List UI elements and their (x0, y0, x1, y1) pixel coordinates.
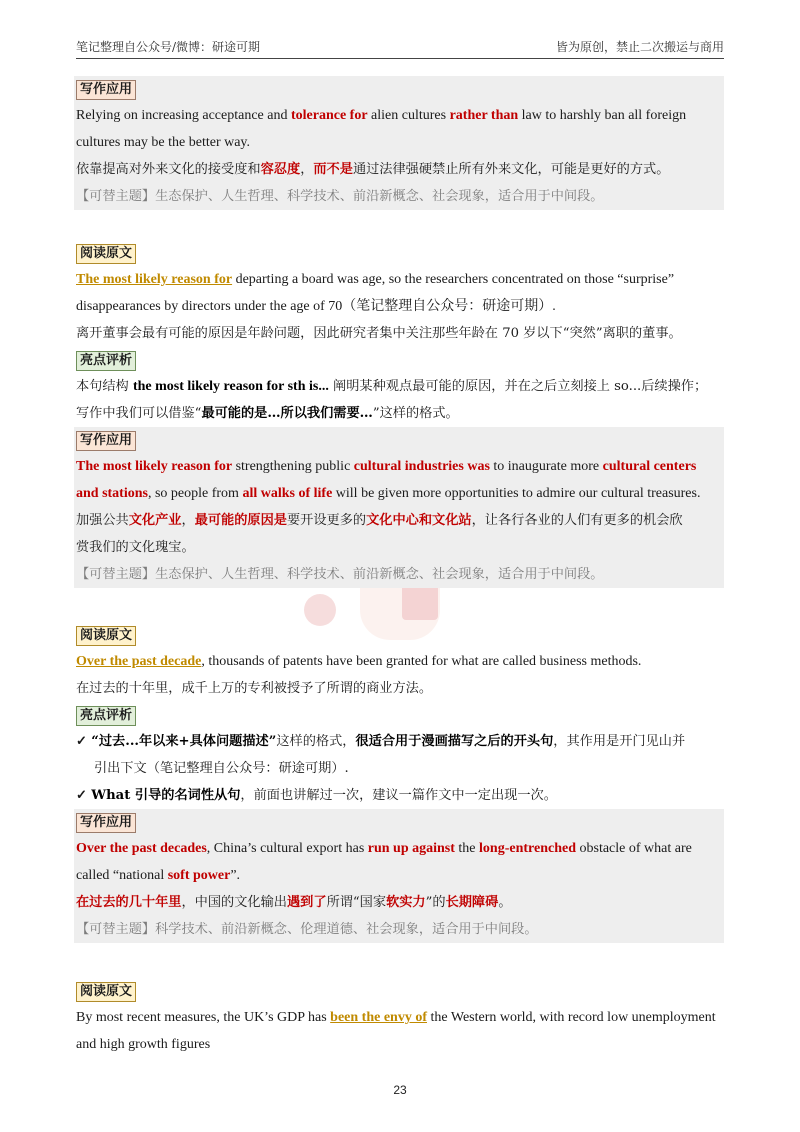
structure: What 引导的名词性从句 (91, 788, 241, 803)
key-phrase: rather than (449, 108, 519, 123)
highlight-point-2 (76, 782, 724, 809)
read-en-line-2: disappearances by directors under the age of 70（笔记整理自公众号：研途可期）. (76, 299, 556, 314)
write-en-line-2: cultures may be the better way. (76, 135, 251, 150)
write-box (74, 76, 724, 210)
alt-text: 生态保护、人生哲理、科学技术、前沿新概念、社会现象，适合用于中间段。 (155, 567, 604, 582)
read-zh-line: 在过去的十年里，成千上万的专利被授予了所谓的商业方法。 (76, 681, 433, 696)
text: 依靠提高对外来文化的接受度和 (76, 162, 261, 177)
text: ”. (230, 868, 241, 883)
text: the (454, 841, 480, 856)
key-phrase: run up against (367, 841, 455, 856)
text: , so people from (147, 486, 243, 501)
write-zh-line-1 (76, 507, 724, 534)
alt-topics (76, 916, 724, 943)
write-en-line-1 (76, 835, 724, 862)
key-phrase: The most likely reason for (76, 459, 233, 474)
text: , China’s cultural export has (206, 841, 368, 856)
text: obstacle of what are (576, 841, 692, 856)
text: 所谓“国家 (326, 895, 387, 910)
write-zh-line (76, 889, 724, 916)
text: the Western world, with record low unemployment (427, 1010, 716, 1025)
text: By most recent measures, the UK’s GDP has (76, 1010, 331, 1025)
write-en-line-1 (76, 453, 724, 480)
text: ，中国的文化输出 (181, 895, 287, 910)
highlight-line-1 (76, 373, 724, 400)
alt-prefix: 【可替主题】 (76, 189, 156, 204)
text: 本句结构 (76, 379, 133, 394)
key-phrase: and stations (76, 486, 148, 501)
key-phrase: 文化产业 (128, 513, 182, 528)
read-en-line-1 (76, 1004, 724, 1031)
label-read: 阅读原文 (76, 626, 136, 646)
structure: the most likely reason for sth is... (132, 379, 329, 394)
key-phrase: Over the past decades (76, 841, 207, 856)
label-write: 写作应用 (76, 431, 136, 451)
text: , thousands of patents have been granted for what are called business methods. (201, 654, 642, 669)
structure: “过去...年以来+具体问题描述” (91, 734, 277, 749)
text: will be given more opportunities to admire our cultural treasures. (332, 486, 701, 501)
section-block-2 (76, 240, 724, 588)
key-phrase: soft power (167, 868, 231, 883)
text: ，其作用是开门见山并 (553, 734, 686, 749)
check-icon: ✓ (76, 734, 88, 749)
write-box (74, 809, 724, 943)
check-icon: ✓ (76, 788, 88, 803)
highlight-point-1 (76, 728, 724, 755)
key-phrase: cultural industries was (353, 459, 490, 474)
write-zh-line-2: 赏我们的文化瑰宝。 (76, 540, 195, 555)
write-box (74, 427, 724, 588)
text: to inaugurate more (489, 459, 603, 474)
text: 阐明某种观点最可能的原因，并在之后立刻接上 so...后续操作； (328, 379, 708, 394)
alt-text: 科学技术、前沿新概念、伦理道德、社会现象，适合用于中间段。 (155, 922, 538, 937)
key-phrase: 文化中心和文化站 (366, 513, 472, 528)
header-left: 笔记整理自公众号/微博：研途可期 (76, 40, 261, 54)
text: called “national (76, 868, 168, 883)
text: 写作中我们可以借鉴“ (76, 406, 202, 421)
header-divider (76, 58, 724, 59)
alt-topics (76, 183, 724, 210)
key-phrase: all walks of life (242, 486, 333, 501)
read-en-line-2: and high growth figures (76, 1037, 211, 1052)
text: ，让各行各业的人们有更多的机会欣 (471, 513, 683, 528)
read-zh-line: 离开董事会最有可能的原因是年龄问题，因此研究者集中关注那些年龄在 70 岁以下“突然”离职的董事。 (76, 326, 682, 341)
key-phrase: 遇到了 (287, 895, 327, 910)
label-highlight: 亮点评析 (76, 351, 136, 371)
text: 加强公共 (76, 513, 129, 528)
key-phrase: The most likely reason for (76, 272, 233, 287)
write-en-line-2 (76, 862, 724, 889)
page-number: 23 (393, 1083, 407, 1097)
key-phrase: 软实力 (386, 895, 426, 910)
label-write: 写作应用 (76, 813, 136, 833)
text: alien cultures (367, 108, 450, 123)
text: Relying on increasing acceptance and (76, 108, 291, 123)
alt-topics (76, 561, 724, 588)
text: ， (181, 513, 195, 528)
section-block-3 (76, 622, 724, 943)
text: 。 (498, 895, 512, 910)
read-en-line (76, 648, 724, 675)
key-phrase: long-entrenched (479, 841, 576, 856)
write-zh-line (76, 156, 724, 183)
key-phrase: been the envy of (330, 1010, 427, 1025)
text: 要开设更多的 (287, 513, 367, 528)
structure: 最可能的是…所以我们需要… (201, 406, 373, 421)
label-read: 阅读原文 (76, 982, 136, 1002)
text: departing a board was age, so the researchers concentrated on those “surprise” (232, 272, 675, 287)
text: ”这样的格式。 (372, 406, 459, 421)
highlight-line-2 (76, 400, 724, 427)
key-phrase: cultural centers (602, 459, 697, 474)
section-write-1 (76, 76, 724, 210)
write-en-line-1 (76, 102, 724, 129)
section-block-4 (76, 978, 724, 1058)
label-read: 阅读原文 (76, 244, 136, 264)
write-en-line-2 (76, 480, 724, 507)
text: 这样的格式， (276, 734, 356, 749)
key-phrase: tolerance for (290, 108, 368, 123)
label-write: 写作应用 (76, 80, 136, 100)
alt-prefix: 【可替主题】 (76, 922, 156, 937)
key-phrase: 在过去的几十年里 (76, 895, 182, 910)
key-phrase: 最可能的原因是 (194, 513, 287, 528)
highlight-point-1-cont: 引出下文（笔记整理自公众号：研途可期）. (94, 761, 349, 776)
key-phrase: 长期障碍 (445, 895, 499, 910)
label-highlight: 亮点评析 (76, 706, 136, 726)
alt-prefix: 【可替主题】 (76, 567, 156, 582)
text: ”的 (425, 895, 446, 910)
text: 通过法律强硬禁止所有外来文化，可能是更好的方式。 (352, 162, 670, 177)
key-phrase: Over the past decade (76, 654, 202, 669)
text: ， (300, 162, 314, 177)
key-phrase: 容忍度 (260, 162, 301, 177)
header-right: 皆为原创，禁止二次搬运与商用 (555, 40, 724, 54)
read-en-line-1 (76, 266, 724, 293)
structure: 很适合用于漫画描写之后的开头句 (355, 734, 554, 749)
text: law to harshly ban all foreign (518, 108, 687, 123)
text: ，前面也讲解过一次，建议一篇作文中一定出现一次。 (240, 788, 557, 803)
key-phrase: 而不是 (313, 162, 353, 177)
alt-text: 生态保护、人生哲理、科学技术、前沿新概念、社会现象，适合用于中间段。 (155, 189, 604, 204)
text: strengthening public (232, 459, 354, 474)
